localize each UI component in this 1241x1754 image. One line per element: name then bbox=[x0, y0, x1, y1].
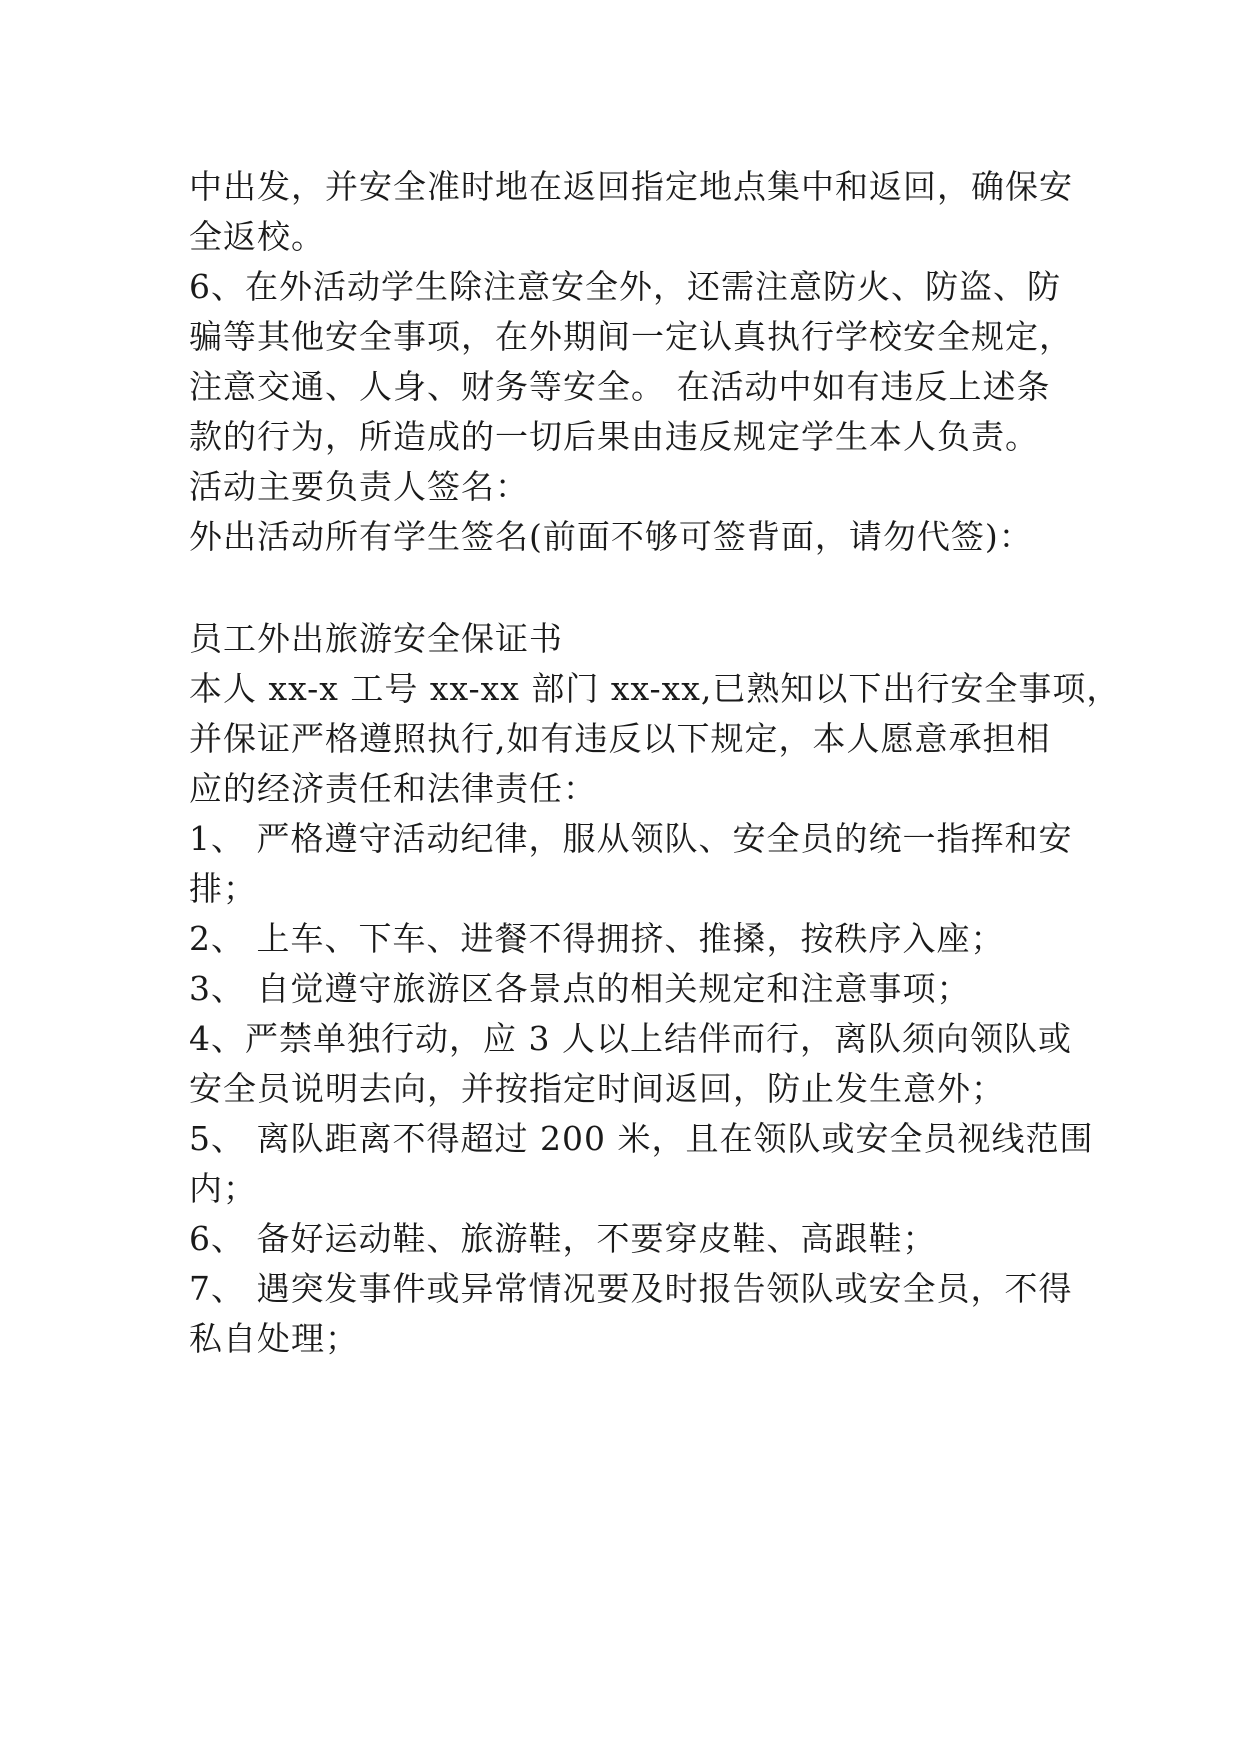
list-item: 2、 上车、下车、进餐不得拥挤、推搡，按秩序入座； bbox=[189, 919, 1005, 958]
list-item: 1、 严格遵守活动纪律，服从领队、安全员的统一指挥和安 bbox=[189, 819, 1073, 858]
list-item: 4、严禁单独行动，应 3 人以上结伴而行，离队须向领队或 bbox=[189, 1019, 1072, 1058]
signature-label-students: 外出活动所有学生签名(前面不够可签背面，请勿代签)： bbox=[189, 517, 1033, 556]
text-line: 6、在外活动学生除注意安全外，还需注意防火、防盗、防 bbox=[189, 267, 1061, 306]
list-item-continued: 排； bbox=[189, 869, 257, 908]
list-item-continued: 内； bbox=[189, 1169, 257, 1208]
list-item: 3、 自觉遵守旅游区各景点的相关规定和注意事项； bbox=[189, 969, 971, 1008]
signature-label-leader: 活动主要负责人签名： bbox=[189, 467, 529, 506]
text-line: 全返校。 bbox=[189, 217, 325, 256]
text-line: 注意交通、人身、财务等安全。 在活动中如有违反上述条 bbox=[189, 367, 1051, 406]
section-title: 员工外出旅游安全保证书 bbox=[189, 619, 563, 658]
list-item: 5、 离队距离不得超过 200 米，且在领队或安全员视线范围 bbox=[189, 1119, 1094, 1158]
text-line: 并保证严格遵照执行,如有违反以下规定，本人愿意承担相 bbox=[189, 719, 1051, 758]
text-line: 应的经济责任和法律责任： bbox=[189, 769, 597, 808]
text-line: 骗等其他安全事项，在外期间一定认真执行学校安全规定， bbox=[189, 317, 1073, 356]
text-line: 款的行为，所造成的一切后果由违反规定学生本人负责。 bbox=[189, 417, 1039, 456]
text-line: 本人 xx-x 工号 xx-xx 部门 xx-xx,已熟知以下出行安全事项， bbox=[189, 669, 1121, 708]
list-item-continued: 私自处理； bbox=[189, 1319, 359, 1358]
list-item: 6、 备好运动鞋、旅游鞋，不要穿皮鞋、高跟鞋； bbox=[189, 1219, 937, 1258]
text-line: 中出发，并安全准时地在返回指定地点集中和返回，确保安 bbox=[189, 167, 1073, 206]
list-item: 7、 遇突发事件或异常情况要及时报告领队或安全员，不得 bbox=[189, 1269, 1073, 1308]
list-item-continued: 安全员说明去向，并按指定时间返回，防止发生意外； bbox=[189, 1069, 1005, 1108]
